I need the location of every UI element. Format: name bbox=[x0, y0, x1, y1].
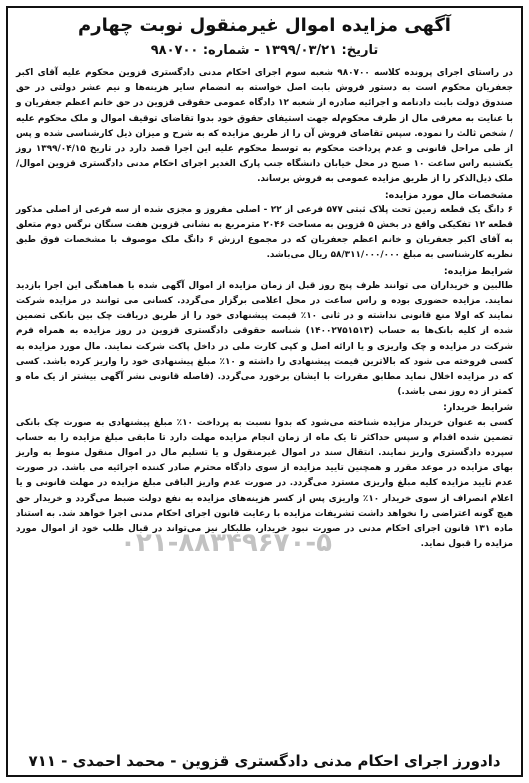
notice-content bbox=[8, 8, 521, 775]
buyer-conditions-paragraph: کسی به عنوان خریدار مزایده شناخته می‌شود که بدوا نسبت به پرداخت ۱۰٪ مبلغ پیشنهادی به صورت چک بانکی تضمین شده اقدام و سپس حداکثر تا یک ماه از زمان انجام مزایده مهلت دارد تا مابقی مبلغ مزایده را به حساب سپرده دادگستری واریز نمایند. انتقال سند در اموال غیرمنقول و یا تسلیم مال در اموال منقول منوط به واریز بهای مزایده در موعد مقرر و همچنین تایید مزایده از سوی دادگاه محترم صادر کننده اجرائیه می باشد. در صورت عدم تایید مزایده کلیه مبلغ واریزی مسترد می‌گردد. در صورت عدم واریز الباقی مبلغ مزایده در مهلت قانونی و یا اعلام انصراف از سوی خریدار ۱۰٪ واریزی پس از کسر هزینه‌های مزایده به نفع دولت ضبط می‌گردد و خریدار حق هیچ گونه اعتراضی را نخواهد داشت تشریفات مزایده با رعایت قانون اجرای احکام مدنی اجرا خواهد شد. به استناد ماده ۱۳۱ قانون اجرای احکام مدنی در صورت نبود خریدار، طلبکار نیز می‌تواند در قبال طلب خود از اموال مورد مزایده را قبول نماید. bbox=[16, 417, 513, 550]
property-heading: مشخصات مال مورد مزایده: bbox=[384, 189, 513, 201]
notice-frame bbox=[6, 6, 523, 777]
notice-title: آگهی مزایده اموال غیرمنقول نوبت چهارم bbox=[78, 15, 451, 36]
auction-conditions-paragraph: طالبین و خریداران می توانند ظرف پنج روز قبل از زمان مزایده از اموال آگهی شده با هماهنگی این اجرا بازدید نمایند. مزایده حضوری بوده و راس ساعت در محل اعلامی برگزار می‌گردد. کسانی می توانند در مزایده شرکت نمایند که اولا منع قانونی نداشته و در ثانی ۱۰٪ قیمت پیشنهادی خود را از طریق دریافت چک بین بانکی تضمین شده از کلیه بانک‌ها به حساب (۱۴۰۰۲۷۵۱۵۱۳) شناسه حقوقی دادگستری قزوین در روز مزایده به همراه فرم شرکت در مزایده و چک واریزی و یا ارائه اصل و کپی کارت ملی در داخل پاکت شرکت نمایند. مال مورد مزایده به کسی فروخته می شود که بالاترین قیمت پیشنهادی را داشته و ۱۰٪ مبلغ پیشنهادی خود را واریز کرده باشد. کسی که در مزایده اخلال نماید مطابق مقررات با ایشان برخورد می‌گردد. (فاصله قانونی نشر آگهی بیشتر از یک ماه و کمتر از ده روز نمی باشد.) bbox=[16, 280, 514, 398]
notice-date-number: تاریخ: ۱۳۹۹/۰۳/۲۱ - شماره: ۹۸۰۷۰۰ bbox=[150, 43, 379, 58]
property-paragraph: ۶ دانگ یک قطعه زمین تحت پلاک ثبتی ۵۷۷ فرعی از ۲۲ - اصلی مفروز و مجزی شده از سه فرعی از اصلی مذکور قطعه ۱۲ تفکیکی واقع در بخش ۵ قزوین به مساحت ۲۰۴۶ مترمربع به نشانی قزوین هفت سنگان نرگس دوم متعلق به آقای اکبر جعفریان و خانم اعظم جعفریان که در مجموع ارزش ۶ دانگ ملک موصوف با مشخصات فوق طبق نظریه کارشناسی به مبلغ ۵۸/۳۱۱/۰۰۰/۰۰۰ ریال می‌باشد. bbox=[16, 204, 513, 261]
buyer-conditions-heading: شرایط خریدار: bbox=[443, 402, 513, 414]
phone-watermark: ۰۲۱-۸۸۳۴۹۶۷۰-۵ bbox=[120, 528, 333, 558]
signature-line: دادورز اجرای احکام مدنی دادگستری قزوین - محمد احمدی - ۷۱۱ bbox=[28, 752, 501, 770]
intro-paragraph: در راستای اجرای پرونده کلاسه ۹۸۰۷۰۰ شعبه سوم اجرای احکام مدنی دادگستری قزوین محکوم علیه آقای اکبر جعفریان محکوم است به دستور فروش بابت اصل خواسته به انضمام سایر هزینه‌ها و نیم عشر دولتی در حق صندوق دولت بابت دادنامه و اجرائیه صادره از شعبه ۱۲ دادگاه عمومی حقوقی قزوین در حق خانم اعظم جعفریان و با عنایت به معرفی مال از طرف محکوم‌له جهت استیفای حقوق خود بدوا تقاضای توقیف اموال و ملک محکوم علیه / شخص ثالث را نموده. سپس تقاضای فروش آن را از طریق مزایده که به شرح و میزان ذیل کارشناسی شده و پس از طی مراحل قانونی و عدم پرداخت محکوم به توسط محکوم علیه این اجرا قصد دارد در تاریخ ۱۳۹۹/۰۴/۱۵ روز یکشنبه راس ساعت ۱۰ صبح در محل خیابان دانشگاه جنب پارک الغدیر اجرای احکام مدنی دادگستری قزوین اموال/ ملک ذیل‌الذکر را از طریق مزایده عمومی به فروش برساند. bbox=[16, 68, 514, 185]
auction-conditions-heading: شرایط مزایده: bbox=[443, 265, 513, 277]
